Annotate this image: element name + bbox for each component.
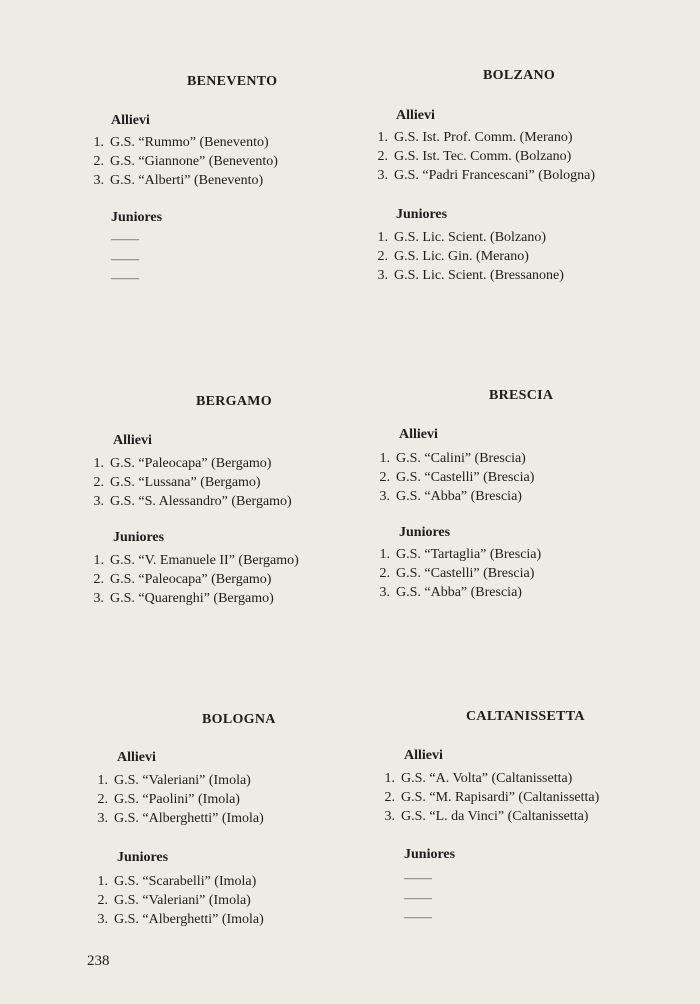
list-item: 1. G.S. “Valeriani” (Imola) [97,773,251,788]
allievi-list-caltanissetta [377,769,599,826]
allievi-heading-bergamo: Allievi [113,433,152,448]
allievi-heading-bolzano: Allievi [396,108,435,123]
empty-entry: —— [111,232,139,247]
juniores-list-bologna [90,872,264,929]
empty-entry: —— [111,271,139,286]
city-heading-benevento: BENEVENTO [187,74,278,89]
list-item: 1. G.S. “A. Volta” (Caltanissetta) [384,771,573,786]
list-item: 1. G.S. “V. Emanuele II” (Bergamo) [93,553,299,568]
city-heading-brescia: BRESCIA [489,388,554,403]
empty-entry: —— [111,251,139,267]
city-heading-bolzano: BOLZANO [483,68,556,83]
list-item: 1. G.S. “Scarabelli” (Imola) [97,874,257,889]
list-item: 1. G.S. Lic. Scient. (Bolzano) [377,230,547,245]
juniores-list-caltanissetta [404,869,432,928]
list-item: 1. G.S. “Paleocapa” (Bergamo) [93,456,272,471]
list-item: 3. G.S. Lic. Scient. (Bressanone) [377,268,564,283]
list-item: 1. G.S. “Rummo” (Benevento) [93,135,269,150]
juniores-list-brescia [372,545,541,602]
list-item: 1. G.S. Ist. Prof. Comm. (Merano) [377,130,573,145]
allievi-list-bergamo [86,454,292,511]
list-item: 2. G.S. “Castelli” (Brescia) [379,470,535,485]
city-heading-bergamo: BERGAMO [196,394,272,409]
list-item: 3. G.S. “Padri Francescani” (Bologna) [377,168,595,183]
list-item: 2. G.S. Lic. Gin. (Merano) [377,249,529,264]
allievi-list-bologna [90,771,264,828]
allievi-list-brescia [372,449,534,506]
list-item: 2. G.S. “Giannone” (Benevento) [93,154,278,169]
empty-entry: —— [404,890,432,906]
list-item: 2. G.S. “Castelli” (Brescia) [379,566,535,581]
allievi-heading-brescia: Allievi [399,427,438,442]
list-item: 3. G.S. “L. da Vinci” (Caltanissetta) [384,809,589,824]
juniores-heading-caltanissetta: Juniores [404,847,456,862]
list-item: 3. G.S. “Alberti” (Benevento) [93,173,264,188]
city-heading-bologna: BOLOGNA [202,712,276,727]
list-item: 1. G.S. “Calini” (Brescia) [379,451,526,466]
list-item: 3. G.S. “Abba” (Brescia) [379,489,522,504]
allievi-list-bolzano [370,128,595,185]
list-item: 2. G.S. “Paleocapa” (Bergamo) [93,572,272,587]
allievi-heading-caltanissetta: Allievi [404,748,443,763]
list-item: 2. G.S. “M. Rapisardi” (Caltanissetta) [384,790,600,805]
juniores-heading-bolzano: Juniores [396,207,448,222]
juniores-heading-brescia: Juniores [399,525,451,540]
juniores-list-bergamo [86,551,299,608]
allievi-list-benevento [86,133,278,190]
allievi-heading-benevento: Allievi [111,113,150,128]
list-item: 3. G.S. “Alberghetti” (Imola) [97,912,264,927]
list-item: 3. G.S. “Alberghetti” (Imola) [97,811,264,826]
list-item: 2. G.S. “Paolini” (Imola) [97,792,240,807]
allievi-heading-bologna: Allievi [117,750,156,765]
list-item: 3. G.S. “Quarenghi” (Bergamo) [93,591,274,606]
juniores-heading-bologna: Juniores [117,850,169,865]
page-number: 238 [87,953,110,969]
city-heading-caltanissetta: CALTANISSETTA [466,709,585,724]
juniores-list-bolzano [370,228,564,285]
list-item: 2. G.S. Ist. Tec. Comm. (Bolzano) [377,149,572,164]
empty-entry: —— [404,871,432,886]
list-item: 1. G.S. “Tartaglia” (Brescia) [379,547,542,562]
juniores-heading-bergamo: Juniores [113,530,165,545]
juniores-list-benevento [111,230,139,289]
list-item: 2. G.S. “Valeriani” (Imola) [97,893,251,908]
list-item: 3. G.S. “S. Alessandro” (Bergamo) [93,494,292,509]
list-item: 2. G.S. “Lussana” (Bergamo) [93,475,261,490]
juniores-heading-benevento: Juniores [111,210,163,225]
list-item: 3. G.S. “Abba” (Brescia) [379,585,522,600]
empty-entry: —— [404,910,432,925]
